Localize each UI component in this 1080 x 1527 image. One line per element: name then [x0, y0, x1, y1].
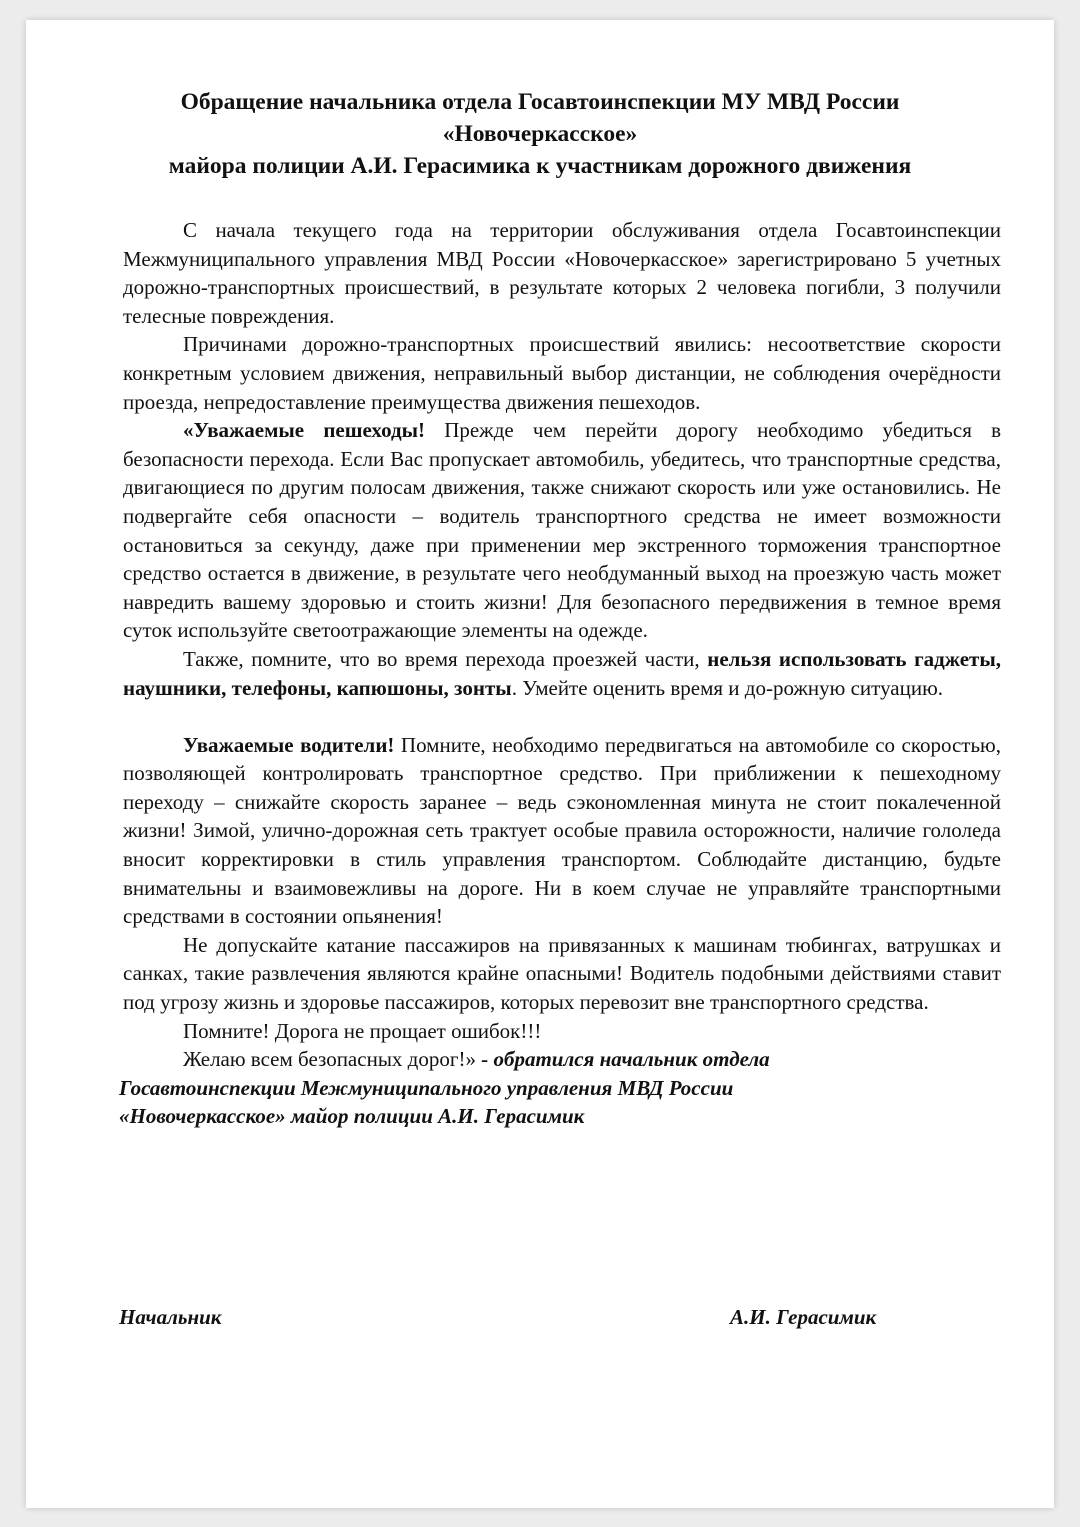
signature-position: Начальник	[119, 1305, 222, 1329]
drivers-text: Помните, необходимо передвигаться на автомобиле со скоростью, позволяющей контролировать транспортное средство. При приближении к пешеходному переходу – снижайте скорость заранее – ведь сэкономленная минута не стоит покалеченной жизни! Зимой, улично-дорожная сеть трактует особые правила осторожности, наличие гололеда вносит корректировки в стиль управления транспортом. Соблюдайте дистанцию, будьте внимательны и взаимовежливы на дороге. Ни в коем случае не управляйте транспортными средствами в состоянии опьянения!	[123, 732, 1001, 929]
title-line-3: майора полиции А.И. Герасимика к участникам дорожного движения	[168, 153, 912, 179]
pedestrians-greeting: «Уважаемые пешеходы!	[183, 418, 425, 443]
signoff-attribution-2: Госавтоинспекции Межмуниципального управления МВД России	[119, 1075, 734, 1100]
paragraph-gadgets	[123, 645, 1001, 702]
signature-name: А.И. Герасимик	[730, 1305, 877, 1329]
signoff-attribution-3: «Новочеркасское» майор полиции А.И. Герасимик	[119, 1104, 585, 1129]
paragraph-signoff	[123, 1045, 1001, 1074]
paragraph-reminder: Помните! Дорога не прощает ошибок!!!	[183, 1018, 542, 1043]
paragraph-pedestrians	[123, 416, 1001, 645]
gadgets-text-end: . Умейте оценить время и до-рожную ситуацию.	[511, 675, 944, 700]
gadgets-text-start: Также, помните, что во время перехода проезжей части,	[183, 646, 708, 671]
paragraph-drivers	[123, 731, 1001, 931]
drivers-greeting: Уважаемые водители!	[183, 732, 395, 757]
document-body	[119, 216, 1001, 1131]
signoff-wish: Желаю всем безопасных дорог!»	[183, 1047, 476, 1072]
paragraph-statistics: С начала текущего года на территории обслуживания отдела Госавтоинспекции Межмуниципального управления МВД России «Новочеркасское» зарегистрировано 5 учетных дорожно-транспортных происшествий, в результате которых 2 человека погибли, 3 получили телесные повреждения.	[123, 218, 1001, 328]
signoff-attribution-1: - обратился начальник отдела	[475, 1047, 770, 1072]
paragraph-causes: Причинами дорожно-транспортных происшествий явились: несоответствие скорости конкретным условием движения, неправильный выбор дистанции, не соблюдения очерёдности проезда, непредоставление преимущества движения пешеходов.	[123, 332, 1001, 414]
paragraph-tubing: Не допускайте катание пассажиров на привязанных к машинам тюбингах, ватрушках и санках, такие развлечения являются крайне опасными! Водитель подобными действиями ставит под угрозу жизнь и здоровье пассажиров, которых перевозит вне транспортного средства.	[123, 932, 1001, 1015]
document-page	[26, 20, 1054, 1508]
document-title	[26, 86, 1054, 182]
title-line-1: Обращение начальника отдела Госавтоинспекции МУ МВД России	[180, 89, 900, 115]
gadgets-warning: нельзя использовать гаджеты, наушники, телефоны, капюшоны, зонты	[123, 646, 1001, 700]
pedestrians-text: Прежде чем перейти дорогу необходимо убедиться в безопасности перехода. Если Вас пропускает автомобиль, убедитесь, что транспортные средства, двигающиеся по другим полосам движения, также снижают скорость или уже остановились. Не подвергайте себя опасности – водитель транспортного средства не имеет возможности остановиться за секунду, даже при применении мер экстренного торможения транспортное средство остается в движение, в результате чего необдуманный выход на проезжую часть может навредить вашему здоровью и стоить жизни! Для безопасного передвижения в темное время суток используйте светоотражающие элементы на одежде.	[123, 418, 1001, 643]
title-line-2: «Новочеркасское»	[442, 121, 638, 147]
